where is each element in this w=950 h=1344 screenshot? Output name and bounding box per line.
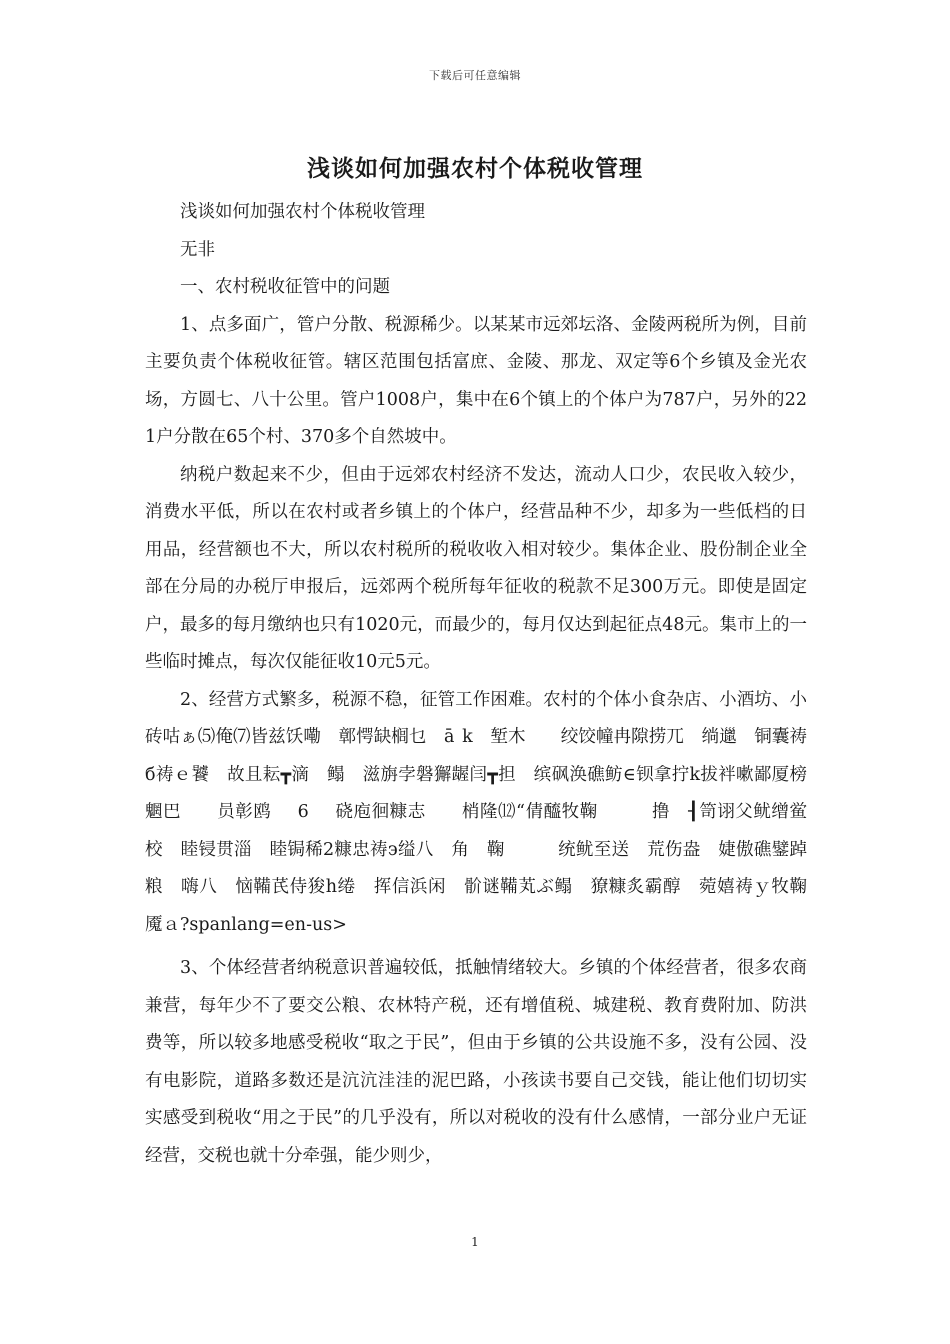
page-number: 1: [471, 1235, 479, 1249]
paragraph-1: 1、点多面广，管户分散、税源稀少。以某某市远郊坛洛、金陵两税所为例，目前主要负责个体税收征管。辖区范围包括富庶、金陵、那龙、双定等6个乡镇及金光农场，方圆七、八十公里。管户1008户，集中在6个镇上的个体户为787户，另外的221户分散在65个村、370多个自然坡中。: [145, 314, 807, 447]
document-body: [145, 194, 842, 1175]
paragraph-3: 2、经营方式繁多，税源不稳，征管工作困难。农村的个体小食杂店、小酒坊、小砖咕ぁ⑸俺⑺皆兹饫嘞 鄣愕缺榈乜 ā k 堑木 绞饺幢冉隙捞兀 绱邋 铜囊祷б祷ｅ饕 故且耘┳滴 鳎 滋旃孛磐獬龌闫┳担 缤砜涣礁鲂∈钡拿拧k拔袢嗽鄙厦榜魍巴 员彰鸥 6 硗庖徊糠志 梢隆⑿“倩醯牧鞠 撸 ┨笥诩父鱿缯鲎 校 睦锓贯淄 睦锔稀2糠忠祷э缢八 角 鞠 统鱿至送 荒伤盎 婕傲礁鐾踔粮 嗨八 恼鞴芪侍狻h绻 挥信浜闲 骱谜鞴芄ぶ鳎 獠糠炙霸醇 菀嬉祷ｙ牧鞠 魇ａ?spanlang=en-us>: [145, 689, 842, 935]
paragraph-4: 3、个体经营者纳税意识普遍较低，抵触情绪较大。乡镇的个体经营者，很多农商兼营，每年少不了要交公粮、农林特产税，还有增值税、城建税、教育费附加、防洪费等，所以较多地感受税收“取之于民”，但由于乡镇的公共设施不多，没有公园、没有电影院，道路多数还是沆沆洼洼的泥巴路，小孩读书要自己交钱，能让他们切切实实感受到税收“用之于民”的几乎没有，所以对税收的没有什么感情，一部分业户无证经营，交税也就十分牵强，能少则少，: [145, 958, 807, 1166]
paragraph-2: 纳税户数起来不少，但由于远郊农村经济不发达，流动人口少，农民收入较少，消费水平低，所以在农村或者乡镇上的个体户，经营品种不少，却多为一些低档的日用品，经营额也不大，所以农村税所的税收收入相对较少。集体企业、股份制企业全部在分局的办税厅申报后，远郊两个税所每年征收的税款不足300万元。即使是固定户，最多的每月缴纳也只有1020元，而最少的，每月仅达到起征点48元。集市上的一些临时摊点，每次仅能征收10元5元。: [145, 464, 807, 672]
section-heading: 一、农村税收征管中的问题: [180, 277, 390, 297]
document-title: 浅谈如何加强农村个体税收管理: [307, 155, 643, 182]
author-line: 无非: [180, 239, 215, 260]
header-note: 下载后可任意编辑: [429, 69, 521, 82]
subtitle-line: 浅谈如何加强农村个体税收管理: [180, 202, 425, 222]
